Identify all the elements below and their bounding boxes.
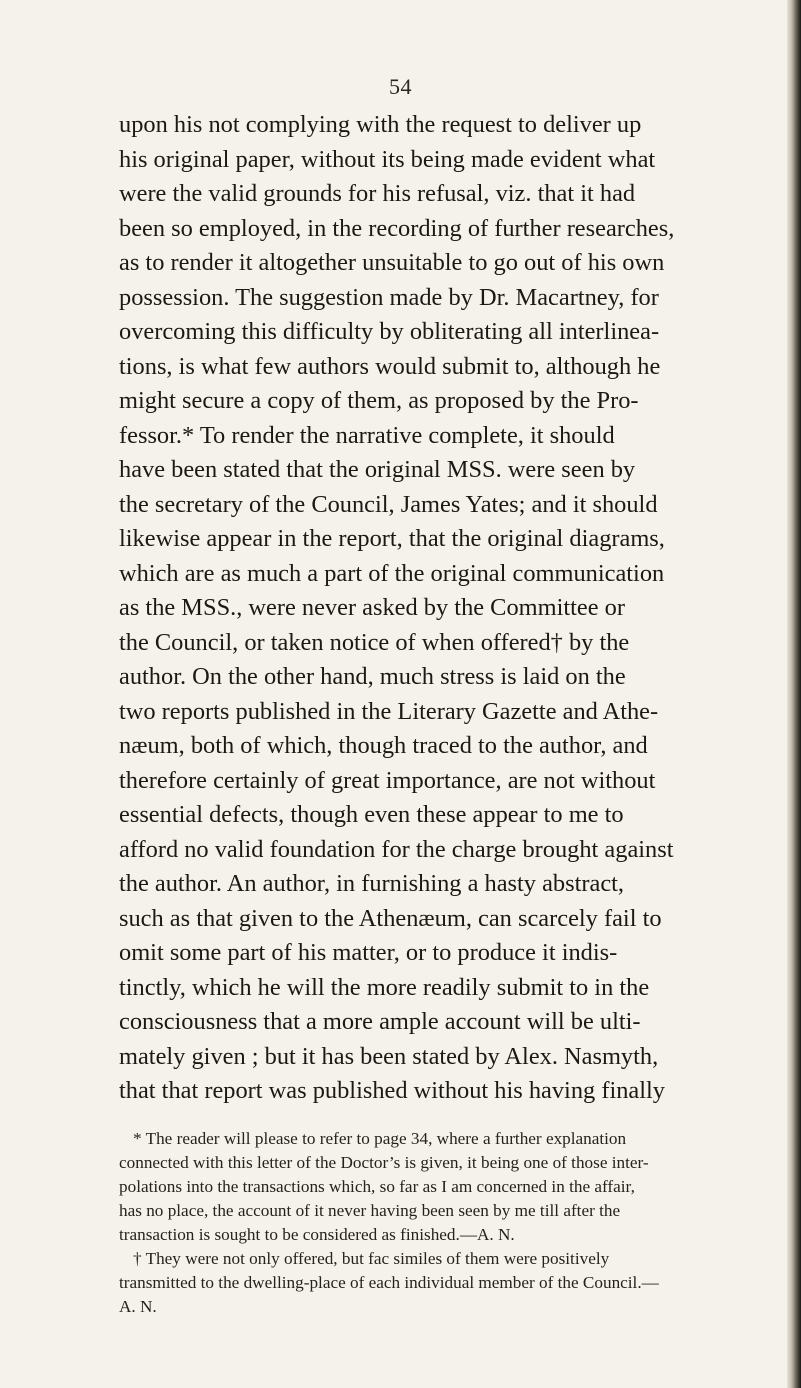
footnote-line: † They were not only offered, but fac similes of them were positively [133,1249,610,1268]
body-line: consciousness that a more ample account will be ulti- [119,1008,641,1035]
footnote-line: * The reader will please to refer to page 34, where a further explanation [133,1129,627,1148]
body-line: essential defects, though even these appear to me to [119,801,624,828]
body-line: upon his not complying with the request to deliver up [119,111,642,138]
body-line: likewise appear in the report, that the original diagrams, [119,525,665,552]
body-line: author. On the other hand, much stress is laid on the [119,663,626,690]
body-line: tions, is what few authors would submit to, although he [119,352,661,380]
body-line: such as that given to the Athenæum, can scarcely fail to [119,904,662,932]
body-line: therefore certainly of great importance, are not without [119,766,656,794]
body-line: the Council, or taken notice of when offered† by the [119,628,630,656]
body-line: mately given ; but it has been stated by Alex. Nasmyth, [119,1042,659,1070]
body-line: been so employed, in the recording of further researches, [119,214,675,242]
body-line: fessor.* To render the narrative complete, it should [119,421,615,449]
body-line: possession. The suggestion made by Dr. Macartney, for [119,283,659,311]
body-line: the secretary of the Council, James Yates; and it should [119,490,658,518]
body-line: the author. An author, in furnishing a hasty abstract, [119,870,625,897]
body-line: as the MSS., were never asked by the Committee or [119,594,625,621]
footnote-line: A. N. [119,1297,157,1316]
body-line: were the valid grounds for his refusal, viz. that it had [119,180,636,207]
body-line: two reports published in the Literary Gazette and Athe- [119,697,659,725]
body-line: his original paper, without its being made evident what [119,145,656,173]
body-line: which are as much a part of the original communication [119,559,665,587]
body-line: afford no valid foundation for the charge brought against [119,835,674,863]
body-line: that that report was published without his having finally [119,1077,665,1104]
footnote-line: connected with this letter of the Doctor’s is given, it being one of those inter- [119,1153,649,1172]
body-line: might secure a copy of them, as proposed by the Pro- [119,387,639,414]
body-line: have been stated that the original MSS. were seen by [119,456,636,483]
footnote-line: polations into the transactions which, so far as I am concerned in the affair, [119,1177,635,1196]
body-line: overcoming this difficulty by obliterating all interlinea- [119,318,660,345]
footnote-line: transaction is sought to be considered as finished.—A. N. [119,1225,515,1244]
body-line: as to render it altogether unsuitable to go out of his own [119,249,665,276]
page-binding-edge [787,0,801,1388]
footnote-line: transmitted to the dwelling-place of each individual member of the Council.— [119,1273,659,1292]
page-number: 54 [389,74,412,99]
footnote-line: has no place, the account of it never having been seen by me till after the [119,1201,621,1220]
body-line: tinctly, which he will the more readily submit to in the [119,973,650,1001]
body-line: næum, both of which, though traced to the author, and [119,732,648,759]
body-line: omit some part of his matter, or to produce it indis- [119,939,618,966]
